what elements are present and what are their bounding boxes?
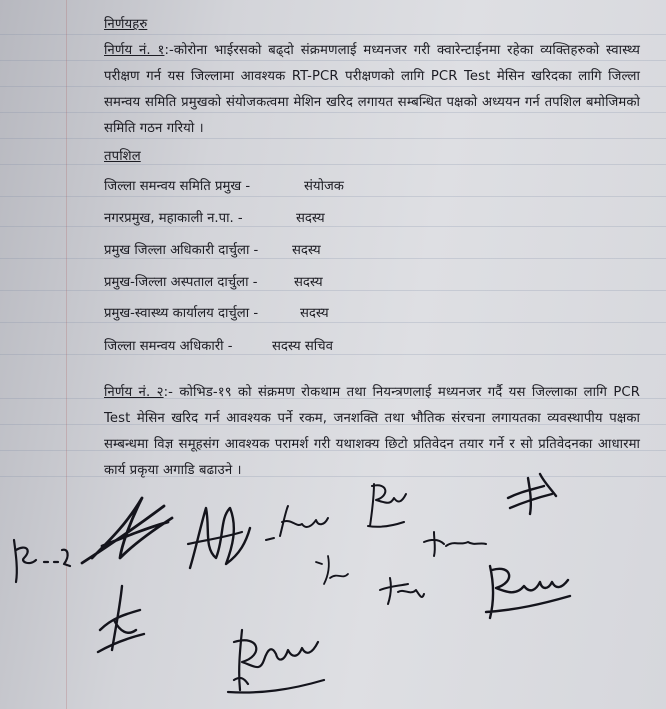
member-name: नगरप्रमुख, महाकाली न.पा. - (104, 211, 243, 226)
member-name: जिल्ला समन्वय अधिकारी - (104, 339, 233, 354)
signature-12 (220, 620, 340, 700)
signature-10 (476, 556, 576, 626)
decision-2-text: :- कोभिड-१९ को संक्रमण रोकथाम तथा नियन्त्रणलाई मध्यनजर गर्दै यस जिल्लाका लागि PCR Test मेसिन खरिद गर्न आवश्यक पर्ने रकम, जनशक्ति तथा भौतिक संरचना लगायतका व्यवस्थापीय पक्षका सम्बन्धमा विज्ञ समूहसंग आवश्यक परामर्श गरी यथाशक्य छिटो प्रतिवेदन तयार गर्ने र सो प्रतिवेदनका आधारमा कार्य प्रकृया अगाडि बढाउने । (104, 385, 640, 478)
decision-2-label: निर्णय नं. २ (104, 385, 164, 400)
decision-1-paragraph (104, 38, 640, 142)
decision-1-label: निर्णय नं. १ (104, 43, 165, 58)
signature-9 (376, 572, 426, 608)
member-row (104, 208, 325, 226)
signature-4 (262, 500, 342, 550)
signature-6 (500, 468, 560, 518)
member-role: सदस्य (300, 306, 329, 321)
signature-2 (72, 488, 182, 578)
decisions-heading: निर्णयहरु (104, 17, 148, 32)
member-row (104, 303, 329, 321)
member-name: प्रमुख-जिल्ला अस्पताल दार्चुला - (104, 275, 258, 290)
member-name: जिल्ला समन्वय समिति प्रमुख - (104, 179, 251, 194)
member-role: सदस्य (294, 275, 323, 290)
member-row (104, 176, 344, 194)
member-role: सदस्य (292, 243, 321, 258)
signature-5 (360, 478, 420, 533)
signature-8 (310, 548, 370, 588)
signature-11 (92, 580, 152, 660)
member-role: सदस्य (296, 211, 325, 226)
member-row (104, 240, 321, 258)
tapashil-heading: तपशिल (104, 149, 141, 164)
signature-3 (180, 488, 260, 578)
member-row (104, 272, 323, 290)
member-role: संयोजक (304, 179, 344, 194)
member-name: प्रमुख-स्वास्थ्य कार्यालय दार्चुला - (104, 306, 259, 321)
decision-1-text: :-कोरोना भाईरसको बढ्दो संक्रमणलाई मध्यनजर गरी क्वारेन्टाईनमा रहेका व्यक्तिहरुको स्वास्थ्य परीक्षण गर्न यस जिल्लामा आवश्यक RT-PCR परीक्षणको लागि PCR Test मेसिन खरिदका लागि जिल्ला समन्वय समिति प्रमुखको संयोजकत्वमा मेशिन खरिद लगायत सम्बन्धित पक्षको अध्ययन गर्न तपशिल बमोजिमको समिति गठन गरियो । (104, 43, 640, 136)
member-role: सदस्य सचिव (272, 339, 333, 354)
member-row (104, 336, 333, 354)
signature-7 (420, 528, 490, 558)
member-name: प्रमुख जिल्ला अधिकारी दार्चुला - (104, 243, 259, 258)
signature-1 (6, 520, 76, 590)
